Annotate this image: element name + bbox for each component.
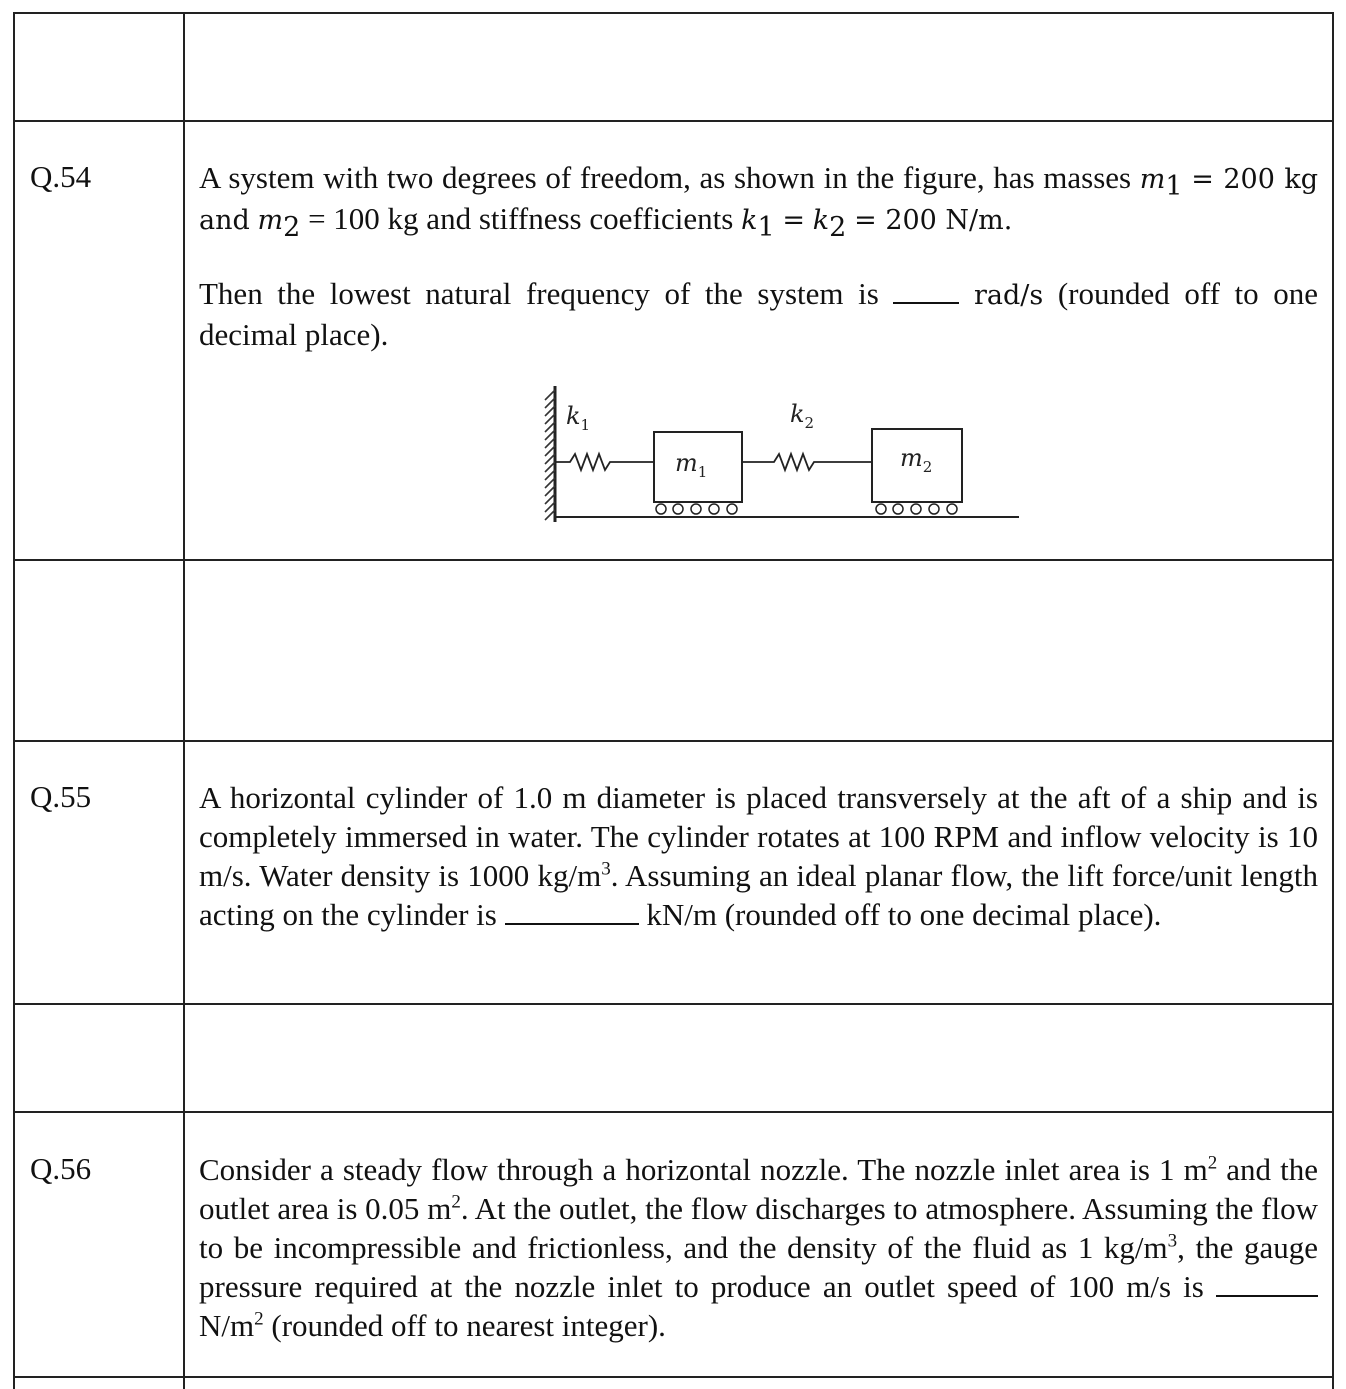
question-text [199,158,1318,354]
table-row-line [13,1003,1334,1005]
table-left-border [13,12,15,1389]
mass-m1-rollers [656,504,737,514]
k2-label: $k_2$ [790,400,815,432]
table-row-line [13,559,1334,561]
k1-label: $k_1$ [566,402,591,434]
spring-mass-figure [494,380,1024,528]
table-right-border [1332,12,1334,1389]
answer-blank [505,897,639,925]
table-row-line [13,12,1334,14]
table-column-divider [183,12,185,1389]
spring-k2 [742,454,872,470]
spring-k1 [555,454,654,470]
m2-label: $m_2$ [900,444,933,476]
table-row-line [13,1376,1334,1378]
mass-m2-rollers [876,504,957,514]
table-row-line [13,740,1334,742]
question-paragraph: A system with two degrees of freedom, as shown in the figure, has masses $m_1 = 200$ kg and $m_2 = 100$ kg and stiffness coefficients $k_1 = k_2 = 200$ N/m. [199,160,1319,244]
table-row-line [13,1111,1334,1113]
question-number: Q.56 [30,1151,92,1186]
question-number: Q.55 [30,779,92,814]
answer-blank [893,276,959,304]
m1-label: $m_1$ [675,449,708,481]
question-paragraph: Then the lowest natural frequency of the system is rad/s (rounded off to one decimal place). [199,276,1319,352]
question-paragraph: A horizontal cylinder of 1.0 m diameter is placed transversely at the aft of a ship and is completely immersed in water. The cylinder rotates at 100 RPM and inflow velocity is 10 m/s. Water density is 1000 $kg/m^3$. Assuming an ideal planar flow, the lift force/unit length acting on the cylinder is kN/m (rounded off to one decimal place). [199,780,1318,932]
answer-blank [1216,1269,1318,1297]
question-number: Q.54 [30,159,92,194]
question-paragraph: Consider a steady flow through a horizontal nozzle. The nozzle inlet area is 1 $m^2$ and the outlet area is 0.05 $m^2$. At the outlet, the flow discharges to atmosphere. Assuming the flow to be incompressible and frictionless, and the density of the fluid as 1 $kg/m^3$, the gauge pressure required at the nozzle inlet to produce an outlet speed of 100 m/s is $N/m^2$ (rounded off to nearest integer). [199,1152,1319,1343]
question-text [199,778,1318,934]
question-text [199,1150,1318,1345]
table-row-line [13,120,1334,122]
